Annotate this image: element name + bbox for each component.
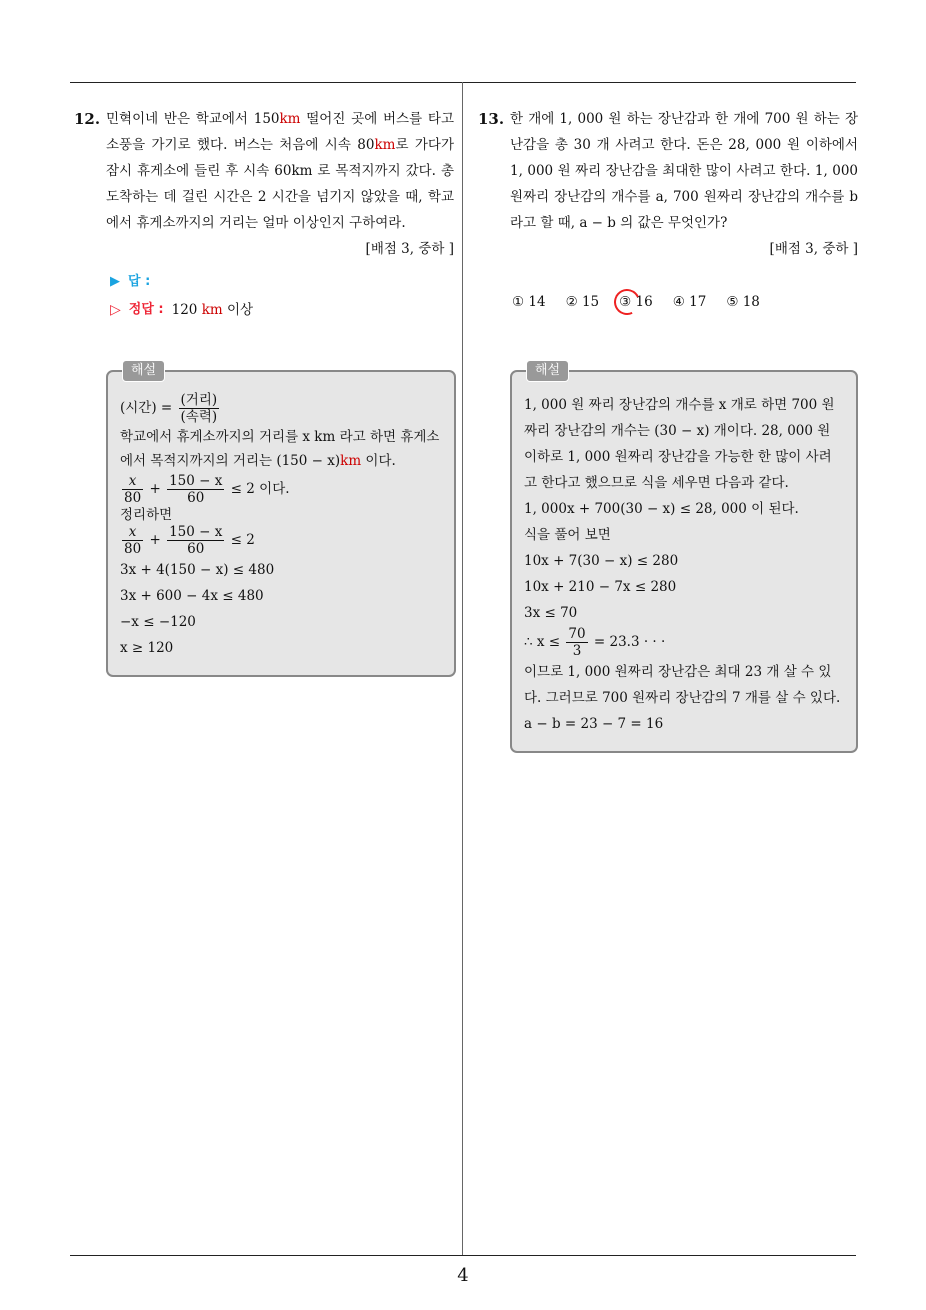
question-12-body	[74, 106, 454, 262]
choice-1[interactable]: ① 14	[512, 294, 546, 310]
question-13	[478, 106, 858, 310]
column-divider	[462, 82, 463, 1255]
correct-answer-value: 120 km 이상	[171, 302, 254, 318]
solution-step: x ≥ 120	[120, 640, 174, 656]
correct-answer-label: 정답 :	[128, 302, 164, 317]
solution-step: 10x + 210 − 7x ≤ 280	[524, 579, 677, 595]
question-text: 로 가다가 잠시 휴게소에 들린 후 시속 60km 로 목적지까지 갔다. 총 도착하는 데 걸린 시간은 2 시간을 넘기지 않았을 때, 학교에서 휴게소까지의 거리는 얼마 이상인지 구하여라.	[106, 137, 454, 231]
solution-step: 10x + 7(30 − x) ≤ 280	[524, 553, 679, 569]
solution-tag: 해설	[526, 360, 569, 382]
solution-tag: 해설	[122, 360, 165, 382]
solution-box-13	[510, 363, 858, 753]
solution-step: 3x + 600 − 4x ≤ 480	[120, 588, 264, 604]
top-rule	[70, 82, 856, 83]
outline-triangle-icon: ▷	[110, 302, 121, 318]
question-number: 12.	[74, 110, 101, 128]
solution-step: 3x + 4(150 − x) ≤ 480	[120, 562, 275, 578]
question-text: 민혁이네 반은 학교에서 150	[106, 111, 280, 127]
solution-line: 정리하면	[120, 507, 173, 523]
solution-line: 학교에서 휴게소까지의 거리를 x km 라고 하면 휴게소에서 목적지까지의 거리는 (150 − x)km 이다.	[120, 429, 440, 469]
page-number: 4	[457, 1265, 469, 1286]
marks-label: [배점 3, 중하 ]	[769, 241, 858, 257]
unit-km: km	[374, 137, 396, 153]
solution-step: −x ≤ −120	[120, 614, 196, 630]
solution-line: 식을 풀어 보면	[524, 527, 611, 543]
answer-label: 답 :	[128, 274, 151, 289]
play-triangle-icon: ▶	[110, 274, 120, 289]
solution-result: a − b = 23 − 7 = 16	[524, 716, 664, 732]
marks-label: [배점 3, 중하 ]	[365, 241, 454, 257]
solution-equation: 1, 000x + 700(30 − x) ≤ 28, 000 이 된다.	[524, 501, 799, 517]
solution-step: 3x ≤ 70	[524, 605, 578, 621]
bottom-rule	[70, 1255, 856, 1256]
question-text: 한 개에 1, 000 원 하는 장난감과 한 개에 700 원 하는 장난감을 총 30 개 사려고 한다. 돈은 28, 000 원 이하에서 1, 000 원 짜리 장난감을 최대한 많이 사려고 한다. 1, 000 원짜리 장난감의 개수를 a, 700 원짜리 장난감의 개수를 b 라고 할 때, a − b 의 값은 무엇인가?	[510, 111, 858, 231]
solution-inequality: $\frac{x}{80}$ + $\frac{150 - x}{60}$ ≤ 2	[124, 524, 255, 557]
solution-inequality: $\frac{x}{80}$ + $\frac{150 - x}{60}$ ≤ 2 이다.	[124, 473, 290, 506]
answer-area	[74, 268, 454, 324]
question-number: 13.	[478, 110, 505, 128]
unit-km: km	[279, 111, 301, 127]
solution-paragraph: 1, 000 원 짜리 장난감의 개수를 x 개로 하면 700 원짜리 장난감의 개수는 (30 − x) 개이다. 28, 000 원 이하로 1, 000 원짜리 장난감을 가능한 한 많이 사려고 한다고 했으므로 식을 세우면 다음과 같다.	[524, 397, 835, 491]
question-12	[74, 106, 454, 324]
question-text: 떨어진 곳에 버스를 타고 소풍을 가기로 했다. 버스는 처음에 시속 80	[106, 111, 454, 153]
question-13-body	[478, 106, 858, 262]
choice-5[interactable]: ⑤ 18	[726, 294, 760, 310]
choice-list	[478, 294, 858, 310]
solution-line: (시간) = $\frac{\text{(거리)}}{\text{(속력)}}$	[120, 392, 218, 425]
solution-box-12	[106, 363, 456, 677]
selected-circle-icon	[610, 285, 643, 318]
choice-3-selected[interactable]: ③ 16	[619, 294, 653, 310]
choice-4[interactable]: ④ 17	[672, 294, 707, 310]
choice-2[interactable]: ② 15	[565, 294, 600, 310]
solution-final-inequality: ∴ x ≤ $\frac{70}{3}$ = 23.3 · · ·	[524, 626, 666, 659]
solution-paragraph: 이므로 1, 000 원짜리 장난감은 최대 23 개 살 수 있다. 그러므로 700 원짜리 장난감의 7 개를 살 수 있다.	[524, 664, 841, 706]
